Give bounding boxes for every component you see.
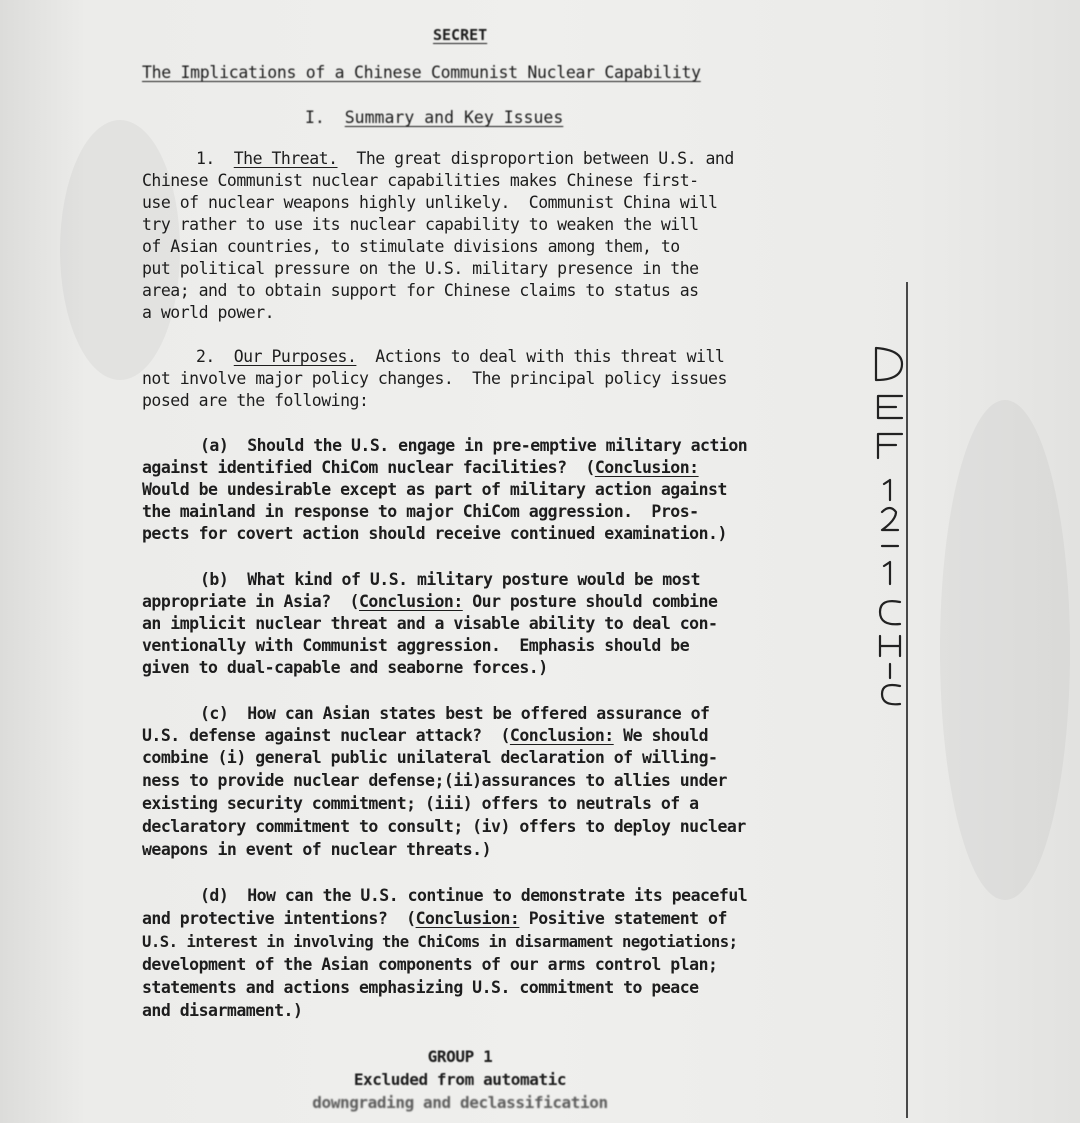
paragraph-2-heading: Our Purposes. <box>233 347 357 366</box>
paragraph-1-line: put political pressure on the U.S. military presence in the <box>142 259 699 278</box>
item-b-conclusion-label: Conclusion: <box>358 592 463 611</box>
item-b-letter: (b) <box>200 570 229 589</box>
section-number: I. <box>305 108 325 127</box>
item-c-question-cont: U.S. defense against nuclear attack? ( <box>142 726 510 745</box>
item-d-question: How can the U.S. continue to demonstrate its peaceful <box>247 886 748 905</box>
item-c-letter: (c) <box>200 704 229 723</box>
footer-group: GROUP 1 <box>427 1047 493 1066</box>
item-a-line: the mainland in response to major ChiCom aggression. Pros- <box>142 502 699 521</box>
paragraph-1-line: The great disproportion between U.S. and <box>356 149 734 168</box>
classification-marking: SECRET <box>433 26 488 44</box>
paragraph-1-line: a world power. <box>142 303 275 322</box>
item-d-line: development of the Asian components of our arms control plan; <box>142 955 718 974</box>
handwritten-file-annotation <box>862 340 922 720</box>
footer-line-1: Excluded from automatic <box>353 1070 567 1089</box>
footer-line-2: downgrading and declassification <box>312 1093 608 1112</box>
document-title: The Implications of a Chinese Communist Nuclear Capability <box>142 63 701 82</box>
item-a-question: Should the U.S. engage in pre-emptive military action <box>247 436 748 455</box>
paragraph-1-line: of Asian countries, to stimulate divisions among them, to <box>142 237 680 256</box>
section-title: Summary and Key Issues <box>344 108 564 127</box>
item-c-question: How can Asian states best be offered assurance of <box>247 704 710 723</box>
paragraph-2-line: posed are the following: <box>142 391 369 410</box>
item-d-first-line <box>200 885 747 907</box>
item-c-conclusion-label: Conclusion: <box>509 726 614 745</box>
paragraph-2-line: Actions to deal with this threat will <box>375 347 725 366</box>
item-c-second-line <box>142 725 708 747</box>
item-c-first-line <box>200 703 709 725</box>
item-d-line: U.S. interest in involving the ChiComs in disarmament negotiations; <box>142 933 738 951</box>
item-a-first-line <box>200 435 747 457</box>
paragraph-2-number: 2. <box>196 347 215 366</box>
item-c-line: ness to provide nuclear defense;(ii)assurances to allies under <box>142 771 727 790</box>
item-b-line: given to dual-capable and seaborne forces.) <box>142 658 548 677</box>
item-d-letter: (d) <box>200 886 229 905</box>
section-heading <box>305 108 563 127</box>
item-d-line: statements and actions emphasizing U.S. commitment to peace <box>142 978 699 997</box>
item-d-second-line <box>142 908 727 930</box>
item-b-conclusion-start: Our posture should combine <box>462 592 718 611</box>
paragraph-2-line: not involve major policy changes. The principal policy issues <box>142 369 727 388</box>
item-b-line: an implicit nuclear threat and a visable ability to deal con- <box>142 614 718 633</box>
item-c-line: declaratory commitment to consult; (iv) offers to deploy nuclear <box>142 817 746 836</box>
item-d-question-cont: and protective intentions? ( <box>142 909 416 928</box>
paragraph-2-first-line <box>196 346 724 368</box>
item-c-line: existing security commitment; (iii) offers to neutrals of a <box>142 794 699 813</box>
item-a-conclusion-label: Conclusion: <box>594 458 699 477</box>
paper-shadow <box>940 400 1070 900</box>
paragraph-1-line: Chinese Communist nuclear capabilities makes Chinese first- <box>142 171 699 190</box>
item-b-second-line <box>142 591 717 613</box>
item-d-conclusion-label: Conclusion: <box>415 909 520 928</box>
item-c-line: combine (i) general public unilateral declaration of willing- <box>142 748 718 767</box>
item-d-line: and disarmament.) <box>142 1001 303 1020</box>
item-a-line: pects for covert action should receive continued examination.) <box>142 524 727 543</box>
item-d-conclusion-start: Positive statement of <box>519 909 727 928</box>
item-b-first-line <box>200 569 700 591</box>
item-b-question: What kind of U.S. military posture would be most <box>247 570 701 589</box>
item-a-second-line <box>142 457 699 479</box>
paragraph-1-line: use of nuclear weapons highly unlikely. Communist China will <box>142 193 718 212</box>
paragraph-1-line: area; and to obtain support for Chinese claims to status as <box>142 281 699 300</box>
paragraph-1-line: try rather to use its nuclear capability to weaken the will <box>142 215 699 234</box>
item-b-question-cont: appropriate in Asia? ( <box>142 592 359 611</box>
paragraph-1-first-line <box>196 148 734 170</box>
paragraph-1-number: 1. <box>196 149 215 168</box>
item-c-line: weapons in event of nuclear threats.) <box>142 840 492 859</box>
item-a-question-cont: against identified ChiCom nuclear facilities? ( <box>142 458 595 477</box>
item-a-letter: (a) <box>200 436 229 455</box>
item-b-line: ventionally with Communist aggression. Emphasis should be <box>142 636 690 655</box>
item-a-line: Would be undesirable except as part of military action against <box>142 480 727 499</box>
item-c-conclusion-start: We should <box>613 726 709 745</box>
paragraph-1-heading: The Threat. <box>233 149 338 168</box>
